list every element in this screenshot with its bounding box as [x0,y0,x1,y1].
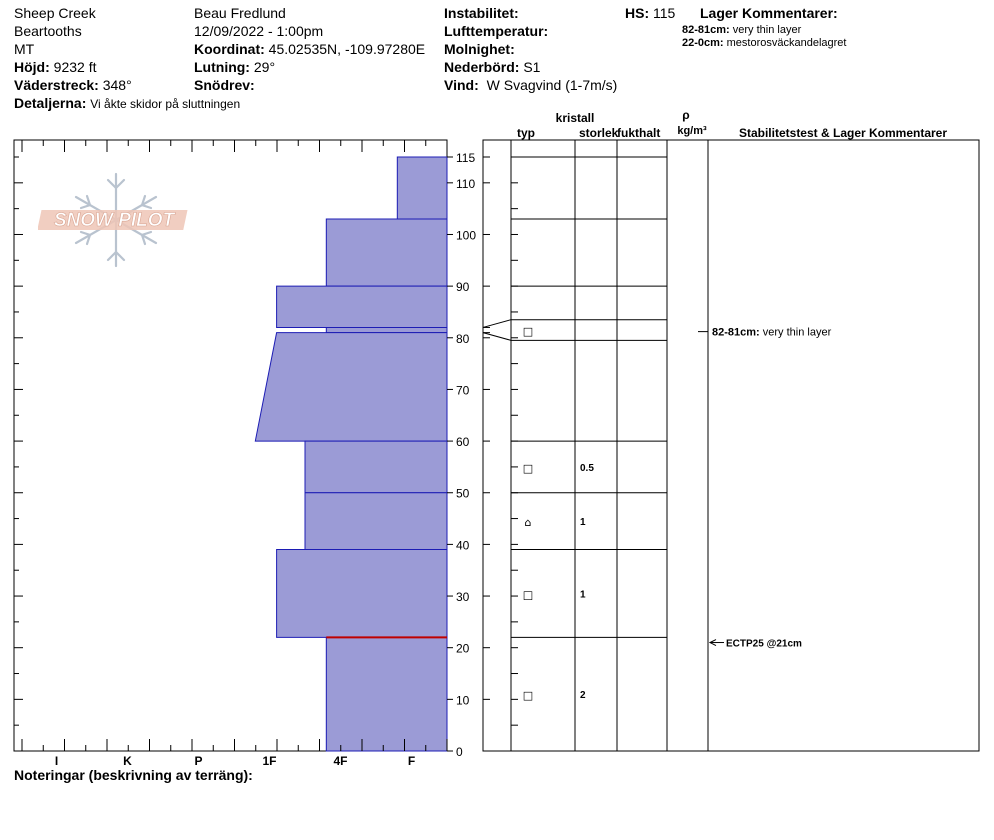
depth-label: 40 [456,538,470,553]
crystal-type-symbol: □ [522,588,534,602]
size-header: storlek [579,126,619,140]
logo-text: SNOW PILOT [53,210,175,231]
crystal-size: 1 [580,589,586,601]
thin-layer-connector [483,333,511,341]
wind-value: W Svagvind (1-7m/s) [486,77,618,93]
kristall-header: kristall [555,111,595,125]
thin-layer-connector [483,320,511,328]
datetime: 12/09/2022 - 1:00pm [194,23,324,39]
depth-label: 70 [456,383,470,398]
snow-layer-2 [326,219,447,286]
rho-header: ρ [682,108,690,122]
comment-body: very thin layer [762,326,832,339]
coord-label: Koordinat: [194,41,265,57]
hardness-label: K [123,754,132,768]
cloud-label: Molnighet: [444,41,515,57]
depth-label: 100 [456,228,477,243]
snow-layer-3 [277,286,447,327]
hardness-label: 1F [262,754,277,768]
stability-test-result: ECTP25 @21cm [726,638,802,650]
snow-layer-8 [277,550,447,638]
crystal-size: 0.5 [580,462,594,474]
aspect-label: Väderstreck: [14,77,99,93]
instability-label: Instabilitet: [444,5,519,21]
drift-label: Snödrev: [194,77,255,93]
notes-label: Noteringar (beskrivning av terräng): [14,767,253,783]
precip-label: Nederbörd: [444,59,520,75]
hs-label: HS: [625,5,650,21]
elevation-value: 9232 ft [53,59,97,75]
hardness-label: P [194,754,203,768]
airtemp-label: Lufttemperatur: [444,23,549,39]
layer-comment-2-depth: 22-0cm: [682,37,724,49]
density-unit-header: kg/m³ [677,125,707,137]
comment-depth: 82-81cm: [712,326,763,339]
details-value: Vi åkte skidor på sluttningen [90,97,241,111]
crystal-type-symbol: ⌂ [524,516,532,530]
depth-label: 0 [456,745,463,759]
depth-label: 20 [456,641,470,656]
moisture-header: fukthalt [617,126,661,140]
hardness-label: F [407,754,416,768]
precip-value: S1 [523,59,541,75]
typ-header: typ [517,126,535,140]
snow-layer-4 [326,327,447,332]
layer-comment-1-depth: 82-81cm: [682,24,730,36]
layer-table-frame [483,140,979,751]
depth-label: 10 [456,693,470,708]
state: MT [14,41,35,57]
depth-label: 90 [456,280,470,295]
depth-label: 110 [456,176,476,191]
aspect-value: 348° [102,77,132,93]
comment-text [712,327,832,339]
layer-comments-title: Lager Kommentarer: [700,5,838,21]
observer: Beau Fredlund [194,5,286,21]
hardness-label: 4F [333,754,348,768]
slope-label: Lutning: [194,59,250,75]
slope-value: 29° [253,59,276,75]
elevation-label: Höjd: [14,59,50,75]
depth-label: 50 [456,486,470,501]
snow-layer-7 [305,493,447,550]
hardness-label: I [54,754,59,768]
depth-label: 30 [456,590,470,605]
snow-layer-6 [305,441,447,493]
depth-label: 60 [456,435,470,450]
range: Beartooths [14,23,82,39]
snow-layer-5 [255,333,447,441]
coord-value: 45.02535N, -109.97280E [268,41,426,57]
depth-label: 80 [456,331,470,346]
wind-label: Vind: [444,77,479,93]
layer-comment-1-text: very thin layer [732,24,802,36]
crystal-size: 1 [580,517,586,529]
location: Sheep Creek [14,5,96,21]
crystal-type-symbol: □ [522,689,534,703]
crystal-type-symbol: □ [522,461,534,475]
snow-layer-9 [326,637,447,751]
snow-layer-1 [397,157,447,219]
crystal-size: 2 [580,690,586,702]
layer-comment-2-text: mestorosväckandelagret [726,37,847,49]
depth-label: 115 [456,151,476,165]
hs-value: 115 [653,5,676,21]
crystal-type-symbol: □ [522,325,534,339]
details-label: Detaljerna: [14,95,87,111]
stability-header: Stabilitetstest & Lager Kommentarer [738,126,948,140]
